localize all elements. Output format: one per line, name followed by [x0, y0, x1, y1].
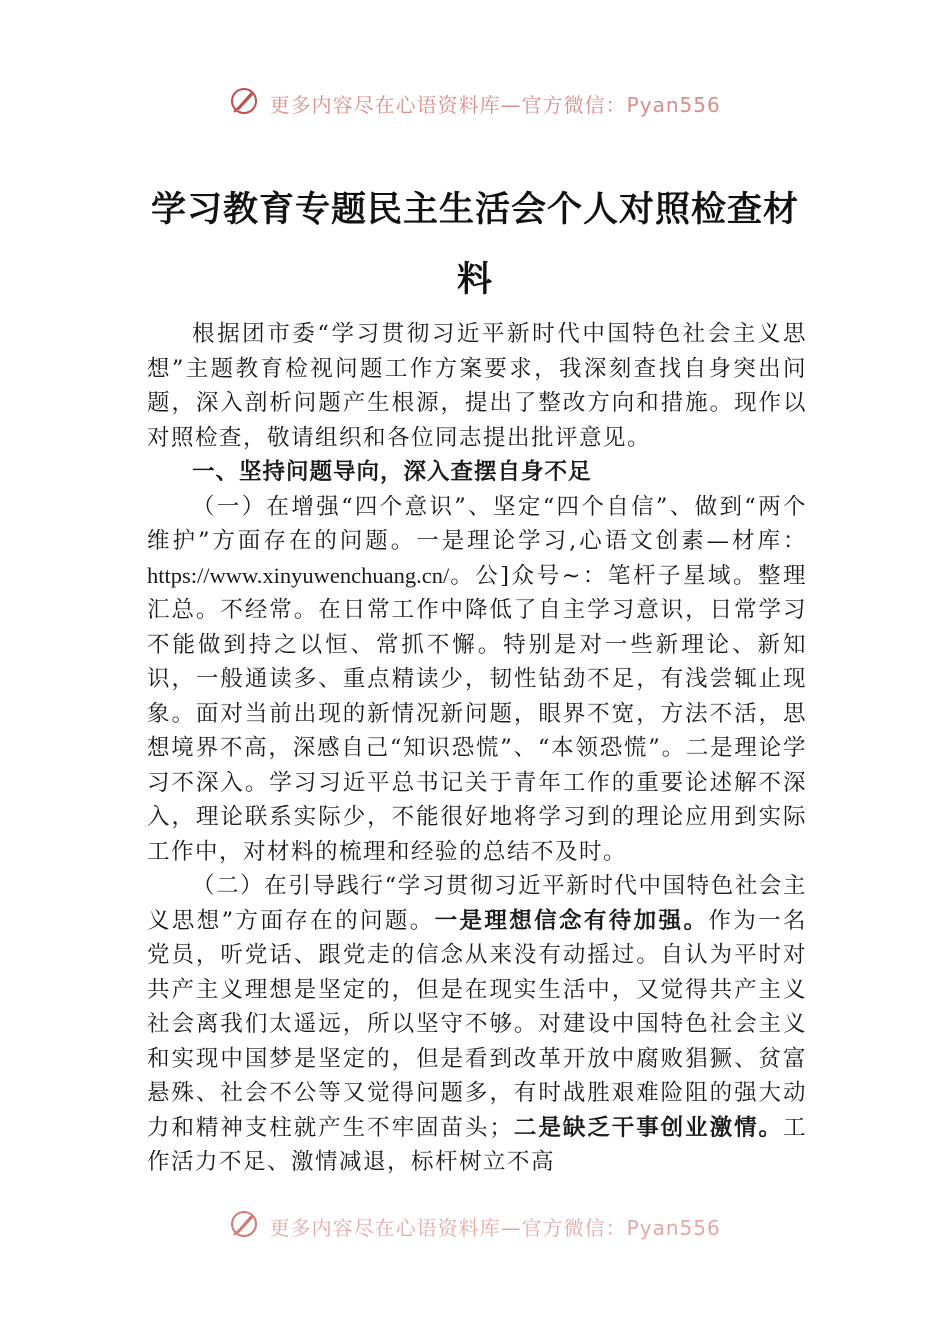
section-heading: 一、坚持问题导向，深入查摆自身不足: [192, 459, 592, 485]
website-link[interactable]: https://www.xinyuwenchuang.cn/: [147, 562, 450, 588]
watermark-header: [0, 86, 950, 121]
document-body: [147, 317, 807, 1220]
watermark-text: 更多内容尽在心语资料库—官方微信：Pyan556: [269, 1216, 721, 1240]
watermark-text: 更多内容尽在心语资料库—官方微信：Pyan556: [269, 93, 721, 117]
quill-logo-icon: [229, 86, 259, 121]
paragraph-2: （二）在引导践行“学习贯彻习近平新时代中国特色社会主义思想”方面存在的问题。一是理想信念有待加强。作为一名党员，听党话、跟党走的信念从来没有动摇过。自认为平时对共产主义理想是坚定的，但是在现实生活中，又觉得共产主义社会离我们太遥远，所以坚守不够。对建设中国特色社会主义和实现中国梦是坚定的，但是看到改革开放中腐败猖獗、贫富悬殊、社会不公等又觉得问题多，有时战胜艰难险阻的强大动力和精神支柱就产生不牢固苗头；二是缺乏干事创业激情。工作活力不足、激情减退，标杆树立不高: [147, 873, 807, 1175]
bold-point-2: 二是缺乏干事创业激情。: [513, 1114, 783, 1141]
quill-logo-icon: [229, 1209, 259, 1244]
watermark-footer: [0, 1209, 950, 1244]
bold-point-1: 一是理想信念有待加强。: [434, 907, 709, 934]
paragraph-1: （一）在增强“四个意识”、坚定“四个自信”、做到“两个维护”方面存在的问题。一是理论学习,心语文创素—材库：https://www.xinyuwenchuang.cn/。公]众号~：笔杆子星域。整理汇总。不经常。在日常工作中降低了自主学习意识，日常学习不能做到持之以恒、常抓不懈。特别是对一些新理论、新知识，一般通读多、重点精读少，韧性钻劲不足，有浅尝辄止现象。面对当前出现的新情况新问题，眼界不宽，方法不活，思想境界不高，深感自己“知识恐慌”、“本领恐慌”。二是理论学习不深入。学习习近平总书记关于青年工作的重要论述解不深入，理论联系实际少，不能很好地将学习到的理论应用到实际工作中，对材料的梳理和经验的总结不及时。: [147, 493, 807, 865]
page-title: 学习教育专题民主生活会个人对照检查材料: [150, 189, 799, 300]
intro-paragraph: 根据团市委“学习贯彻习近平新时代中国特色社会主义思想”主题教育检视问题工作方案要求，我深刻查找自身突出问题，深入剖析问题产生根源，提出了整改方向和措施。现作以对照检查，敬请组织和各位同志提出批评意见。: [147, 321, 807, 451]
